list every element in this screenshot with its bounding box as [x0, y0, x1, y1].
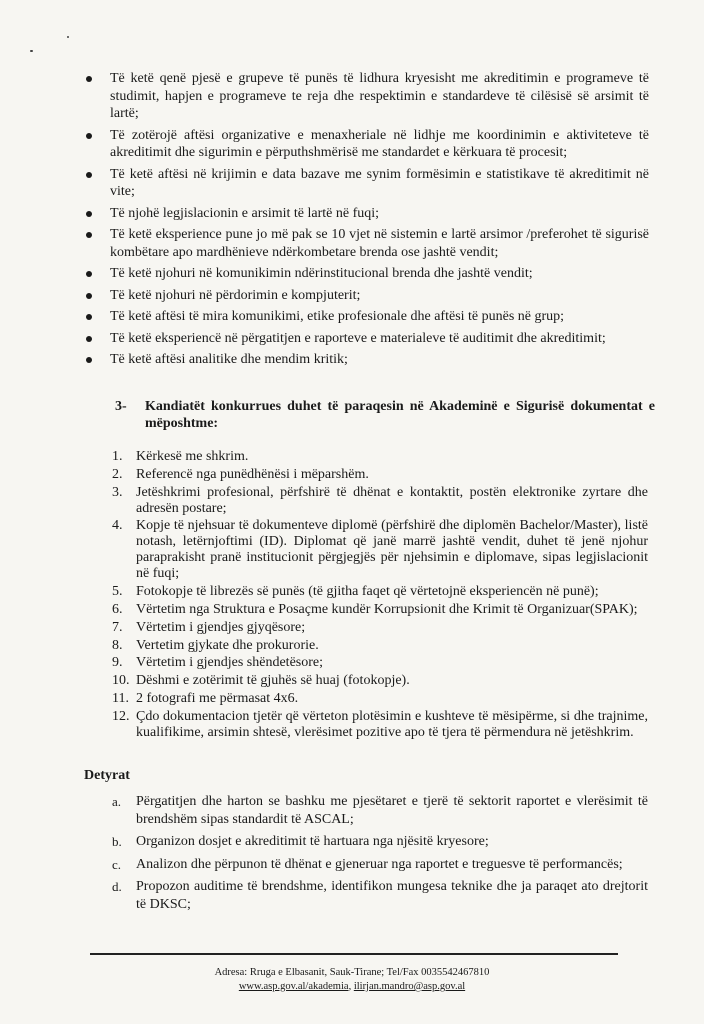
- bullet-icon: [86, 314, 92, 320]
- bullet-icon: [86, 211, 92, 217]
- list-item: 8. Vertetim gjykate dhe prokurorie.: [112, 637, 319, 653]
- list-item: 1. Kërkesë me shkrim.: [112, 449, 249, 464]
- bullet-icon: [86, 271, 92, 277]
- bullet-icon: [86, 76, 92, 82]
- list-item: b. Organizon dosjet e akreditimit të hartuara nga njësitë kryesore;: [112, 834, 489, 849]
- list-item: Të njohë legjislacionin e arsimit të lartë në fuqi;: [84, 205, 649, 223]
- list-item: 11. 2 fotografi me përmasat 4x6.: [112, 690, 299, 706]
- bullet-icon: [86, 232, 92, 238]
- bullet-icon: [86, 336, 92, 342]
- list-item: Të zotërojë aftësi organizative e menaxheriale në lidhje me koordinimin e aktiviteteve të akreditimit dhe sigurimin e përputhshmërisë me standardet e kërkuara të procesit;: [84, 127, 649, 162]
- scan-speck: [67, 36, 69, 38]
- list-item: Të ketë eksperiencë në përgatitjen e raporteve e materialeve të auditimit dhe akreditimit;: [84, 330, 649, 348]
- footer-address: Adresa: Rruga e Elbasanit, Sauk-Tirane; Tel/Fax 0035542467810: [214, 967, 490, 978]
- list-item: Të ketë aftësi në krijimin e data bazave me synim formësimin e statistikave të akreditimit në vite;: [84, 166, 649, 201]
- link-separator: ,: [348, 981, 354, 992]
- list-item: Të ketë njohuri në përdorimin e kompjuterit;: [84, 287, 649, 305]
- item-number: 4.: [112, 518, 123, 534]
- footer-links: [0, 980, 704, 994]
- section-heading: [115, 398, 655, 432]
- item-number: 11.: [112, 690, 129, 706]
- list-item: 6. Vërtetim nga Struktura e Posaçme kundër Korrupsionit dhe Krimit të Organizuar(SPAK);: [112, 601, 638, 617]
- scan-speck: [30, 50, 33, 52]
- item-letter: b.: [112, 834, 122, 849]
- item-number: 7.: [112, 619, 123, 635]
- website-link[interactable]: www.asp.gov.al/akademia: [238, 981, 349, 992]
- duties-list: [112, 793, 648, 918]
- list-item: c. Analizon dhe përpunon të dhënat e gjeneruar nga raportet e treguesve të performancës;: [112, 856, 623, 872]
- list-item: Të ketë qenë pjesë e grupeve të punës të lidhura kryesisht me akreditimin e programeve të studimit, hapjen e programeve te reja dhe respektimin e standardeve të cilësisë së arsimit të lartë;: [84, 70, 649, 123]
- item-number: 1.: [112, 449, 123, 464]
- list-item: a. Përgatitjen dhe harton se bashku me pjesëtaret e tjerë të sektorit raportet e vlerësimit të brendshëm sipas standardit të ASCAL;: [112, 794, 648, 827]
- list-item: Të ketë njohuri në komunikimin ndërinstitucional brenda dhe jashtë vendit;: [84, 265, 649, 283]
- documents-list: [112, 449, 648, 743]
- duties-heading: Detyrat: [84, 768, 130, 783]
- section-title: Kandiatët konkurrues duhet të paraqesin në Akademinë e Sigurisë dokumentat e mëposhtme:: [145, 399, 655, 431]
- list-item: 12. Çdo dokumentacion tjetër që vërteton plotësimin e kushteve të mësipërme, si dhe trajnime, kualifikime, arsimin shtesë, vlerësimet pozitive apo të tjera të përmendura në jetëshkrim.: [112, 708, 648, 740]
- email-link[interactable]: ilirjan.mandro@asp.gov.al: [353, 981, 466, 992]
- item-number: 10.: [112, 673, 130, 689]
- item-number: 5.: [112, 584, 123, 600]
- list-item: 9. Vërtetim i gjendjes shëndetësore;: [112, 655, 323, 671]
- item-number: 6.: [112, 601, 123, 617]
- footer: [0, 966, 704, 994]
- list-item: Të ketë aftësi analitike dhe mendim kritik;: [84, 351, 649, 369]
- item-letter: a.: [112, 794, 122, 809]
- list-item: 3. Jetëshkrimi profesional, përfshirë të dhënat e kontaktit, postën elektronike zyrtare dhe adresën postare;: [112, 484, 648, 516]
- item-number: 9.: [112, 655, 123, 671]
- item-letter: d.: [112, 879, 122, 894]
- list-item: 4. Kopje të njehsuar të dokumenteve diplomë (përfshirë dhe diplomën Bachelor/Master), listë notash, letërnjoftimi (ID). Diplomat që janë marrë jashtë vendit, duhet të jenë njohur paraprakisht pranë institucionit përgjegjës për njehsimin e diplomave, sipas legjislacionit në fuqi;: [112, 518, 648, 582]
- list-item: Të ketë aftësi të mira komunikimi, etike profesionale dhe aftësi të punës në grup;: [84, 308, 649, 326]
- bullet-icon: [86, 293, 92, 299]
- bullet-icon: [86, 172, 92, 178]
- list-item: 2. Referencë nga punëdhënësi i mëparshëm.: [112, 466, 369, 482]
- item-number: 12.: [112, 708, 130, 724]
- list-item: d. Propozon auditime të brendshme, identifikon mungesa teknike dhe ja paraqet ato drejtorit të DKSC;: [112, 879, 648, 912]
- item-number: 8.: [112, 637, 123, 653]
- item-letter: c.: [112, 856, 122, 872]
- list-item: 10. Dëshmi e zotërimit të gjuhës së huaj (fotokopje).: [112, 673, 410, 689]
- requirements-list: [84, 70, 649, 373]
- list-item: Të ketë eksperience pune jo më pak se 10 vjet në sistemin e lartë arsimor /preferohet të sigurisë kombëtare apo mardhënieve ndërkombetare brenda ose jashtë vendit;: [84, 226, 649, 261]
- footer-divider: [90, 953, 618, 955]
- bullet-icon: [86, 357, 92, 363]
- item-number: 2.: [112, 466, 123, 482]
- item-number: 3.: [112, 484, 123, 500]
- section-number: 3-: [115, 399, 127, 414]
- list-item: 5. Fotokopje të librezës së punës (të gjitha faqet që vërtetojnë eksperiencën në punë);: [112, 584, 599, 600]
- bullet-icon: [86, 133, 92, 139]
- list-item: 7. Vërtetim i gjendjes gjyqësore;: [112, 619, 306, 635]
